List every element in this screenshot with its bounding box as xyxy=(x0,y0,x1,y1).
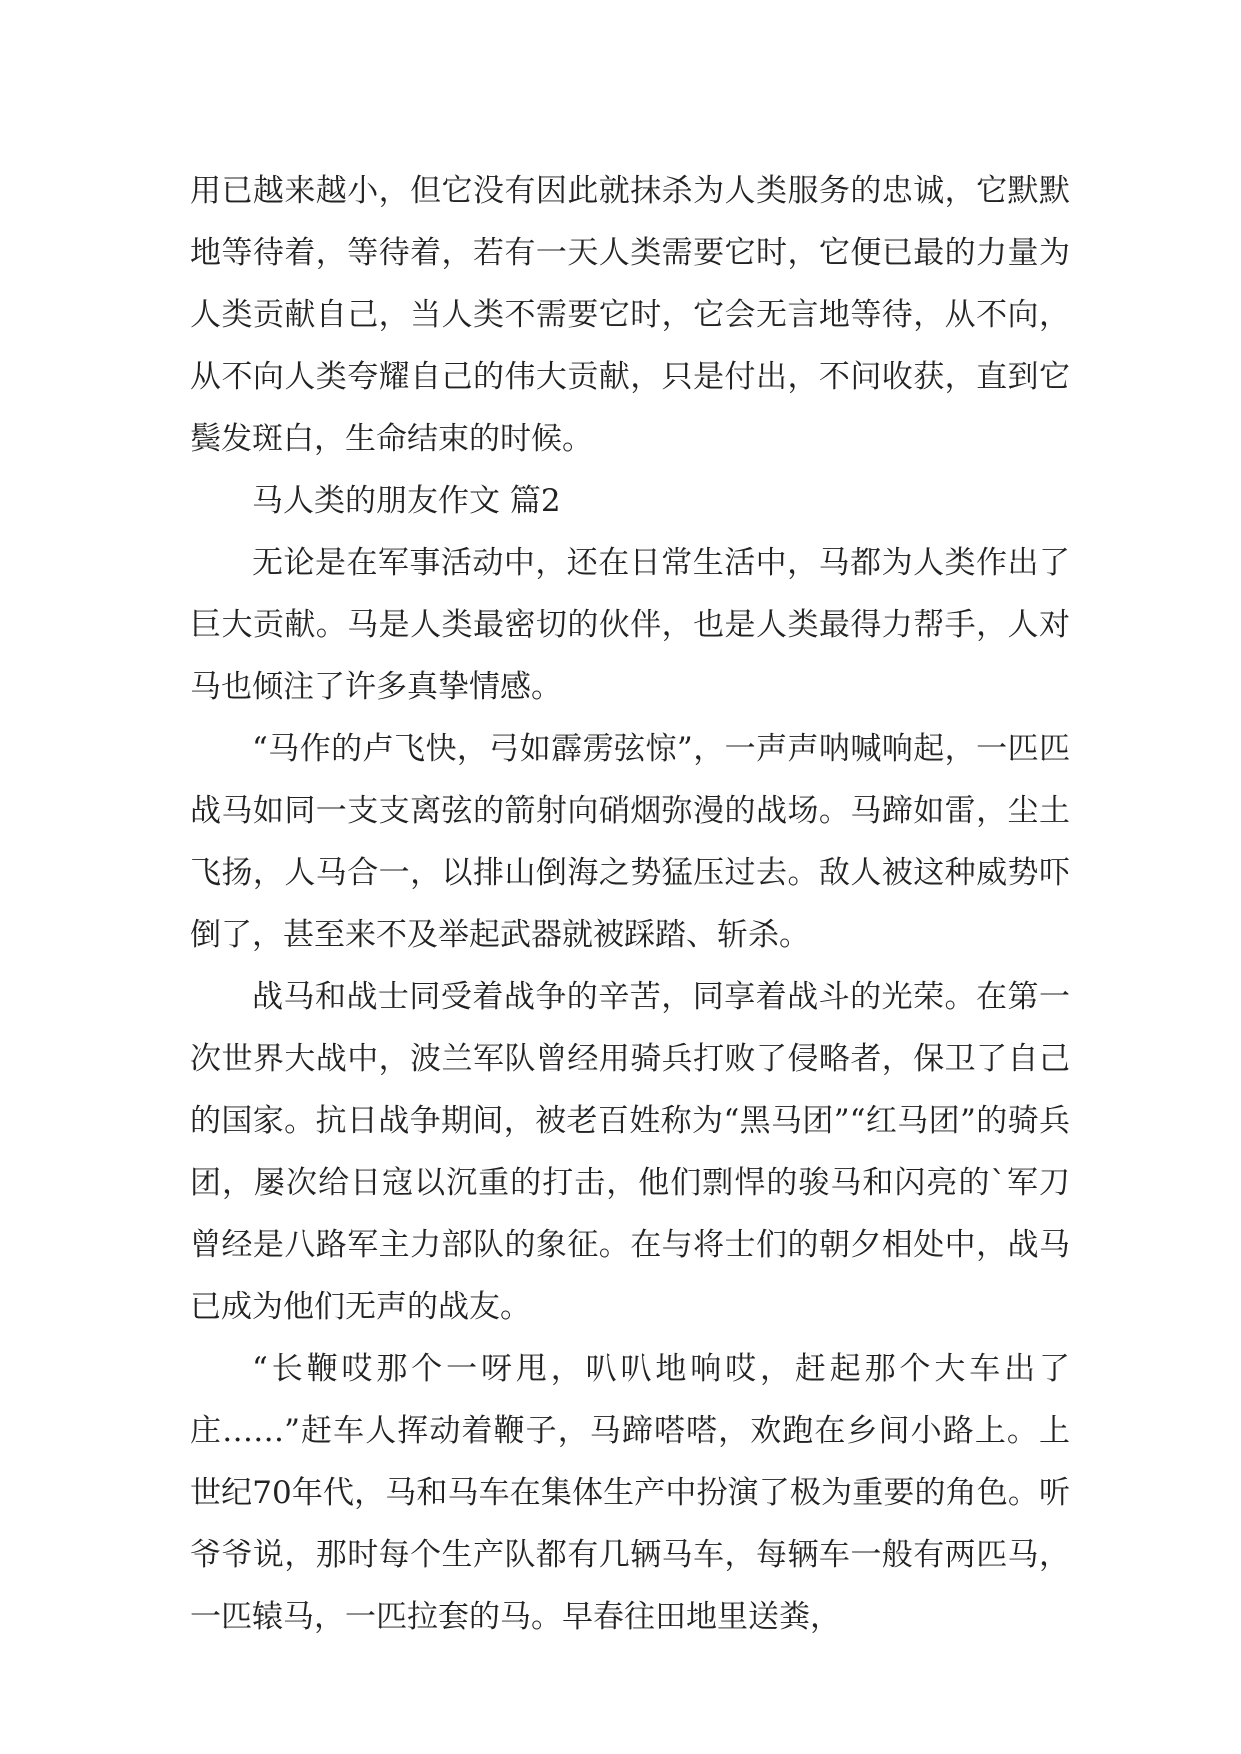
paragraph-cavalry-history: 战马和战士同受着战争的辛苦，同享着战斗的光荣。在第一次世界大战中，波兰军队曾经用骑兵打败了侵略者，保卫了自己的国家。抗日战争期间，被老百姓称为“黑马团”“红马团”的骑兵团，屡次给日寇以沉重的打击，他们剽悍的骏马和闪亮的`军刀曾经是八路军主力部队的象征。在与将士们的朝夕相处中，战马已成为他们无声的战友。 xyxy=(190,979,1070,1325)
paragraph-continuation: 用已越来越小，但它没有因此就抹杀为人类服务的忠诚，它默默地等待着，等待着，若有一天人类需要它时，它便已最的力量为人类贡献自己，当人类不需要它时，它会无言地等待，从不向，从不向人类夸耀自己的伟大贡献，只是付出，不问收获，直到它鬓发斑白，生命结束的时候。 xyxy=(190,173,1070,457)
paragraph-contribution: 无论是在军事活动中，还在日常生活中，马都为人类作出了巨大贡献。马是人类最密切的伙伴，也是人类最得力帮手，人对马也倾注了许多真挚情感。 xyxy=(190,545,1070,705)
paragraph-warhorse-charge: “马作的卢飞快，弓如霹雳弦惊”，一声声呐喊响起，一匹匹战马如同一支支离弦的箭射向硝烟弥漫的战场。马蹄如雷，尘土飞扬，人马合一，以排山倒海之势猛压过去。敌人被这种威势吓倒了，甚至来不及举起武器就被踩踏、斩杀。 xyxy=(190,731,1070,953)
paragraph-horse-cart: “长鞭哎那个一呀甩，叭叭地响哎，赶起那个大车出了庄……”赶车人挥动着鞭子，马蹄嗒嗒，欢跑在乡间小路上。上世纪70年代，马和马车在集体生产中扮演了极为重要的角色。听爷爷说，那时每个生产队都有几辆马车，每辆车一般有两匹马，一匹辕马，一匹拉套的马。早春往田地里送粪， xyxy=(190,1351,1070,1635)
document-body xyxy=(190,160,1070,1648)
section-heading: 马人类的朋友作文 篇2 xyxy=(252,483,561,519)
